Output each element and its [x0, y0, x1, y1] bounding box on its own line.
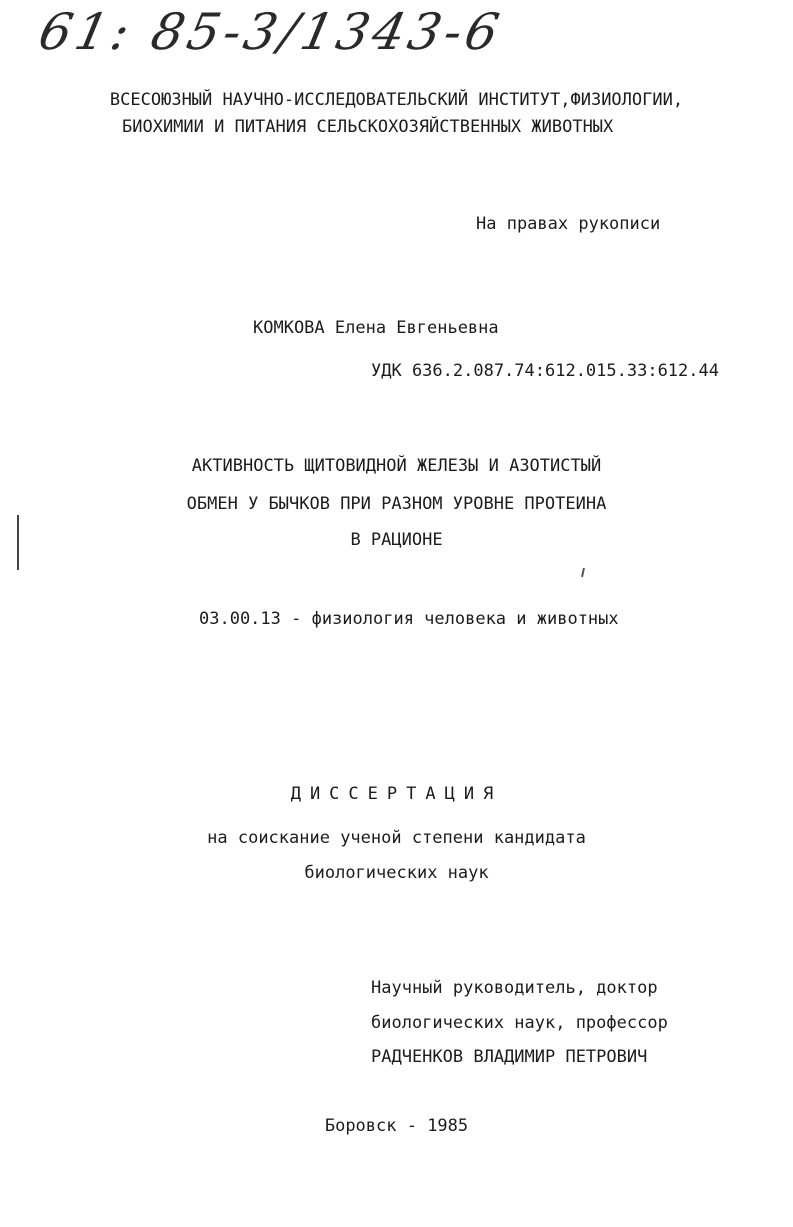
place-and-year: Боровск - 1985 — [324, 1116, 469, 1136]
specialty-code: 03.00.13 - физиология человека и животных — [199, 609, 619, 629]
title-line-2: ОБМЕН У БЫЧКОВ ПРИ РАЗНОМ УРОВНЕ ПРОТЕИНА — [186, 494, 607, 514]
udc-code: УДК 636.2.087.74:612.015.33:612.44 — [371, 361, 719, 381]
supervisor-name: РАДЧЕНКОВ ВЛАДИМИР ПЕТРОВИЧ — [371, 1047, 648, 1067]
degree-line-2: биологических наук — [304, 863, 489, 883]
scan-margin-mark — [17, 515, 19, 570]
institute-line-2: БИОХИМИИ И ПИТАНИЯ СЕЛЬСКОХОЗЯЙСТВЕННЫХ ЖИВОТНЫХ — [122, 117, 614, 137]
title-line-3: В РАЦИОНЕ — [350, 530, 443, 550]
manuscript-rights-note: На правах рукописи — [476, 214, 661, 234]
archive-handwritten-mark: 61: 85-3/1343-6 — [33, 3, 508, 61]
title-line-1: АКТИВНОСТЬ ЩИТОВИДНОЙ ЖЕЛЕЗЫ И АЗОТИСТЫЙ — [191, 456, 602, 476]
scan-speck — [581, 568, 585, 577]
supervisor-line-1: Научный руководитель, доктор — [371, 978, 658, 998]
document-type: ДИССЕРТАЦИЯ — [290, 784, 503, 804]
author-name: КОМКОВА Елена Евгеньевна — [253, 318, 499, 338]
degree-line-1: на соискание ученой степени кандидата — [207, 828, 586, 848]
institute-line-1: ВСЕСОЮЗНЫЙ НАУЧНО-ИССЛЕДОВАТЕЛЬСКИЙ ИНСТИТУТ,ФИЗИОЛОГИИ, — [109, 90, 684, 110]
supervisor-line-2: биологических наук, профессор — [371, 1013, 668, 1033]
